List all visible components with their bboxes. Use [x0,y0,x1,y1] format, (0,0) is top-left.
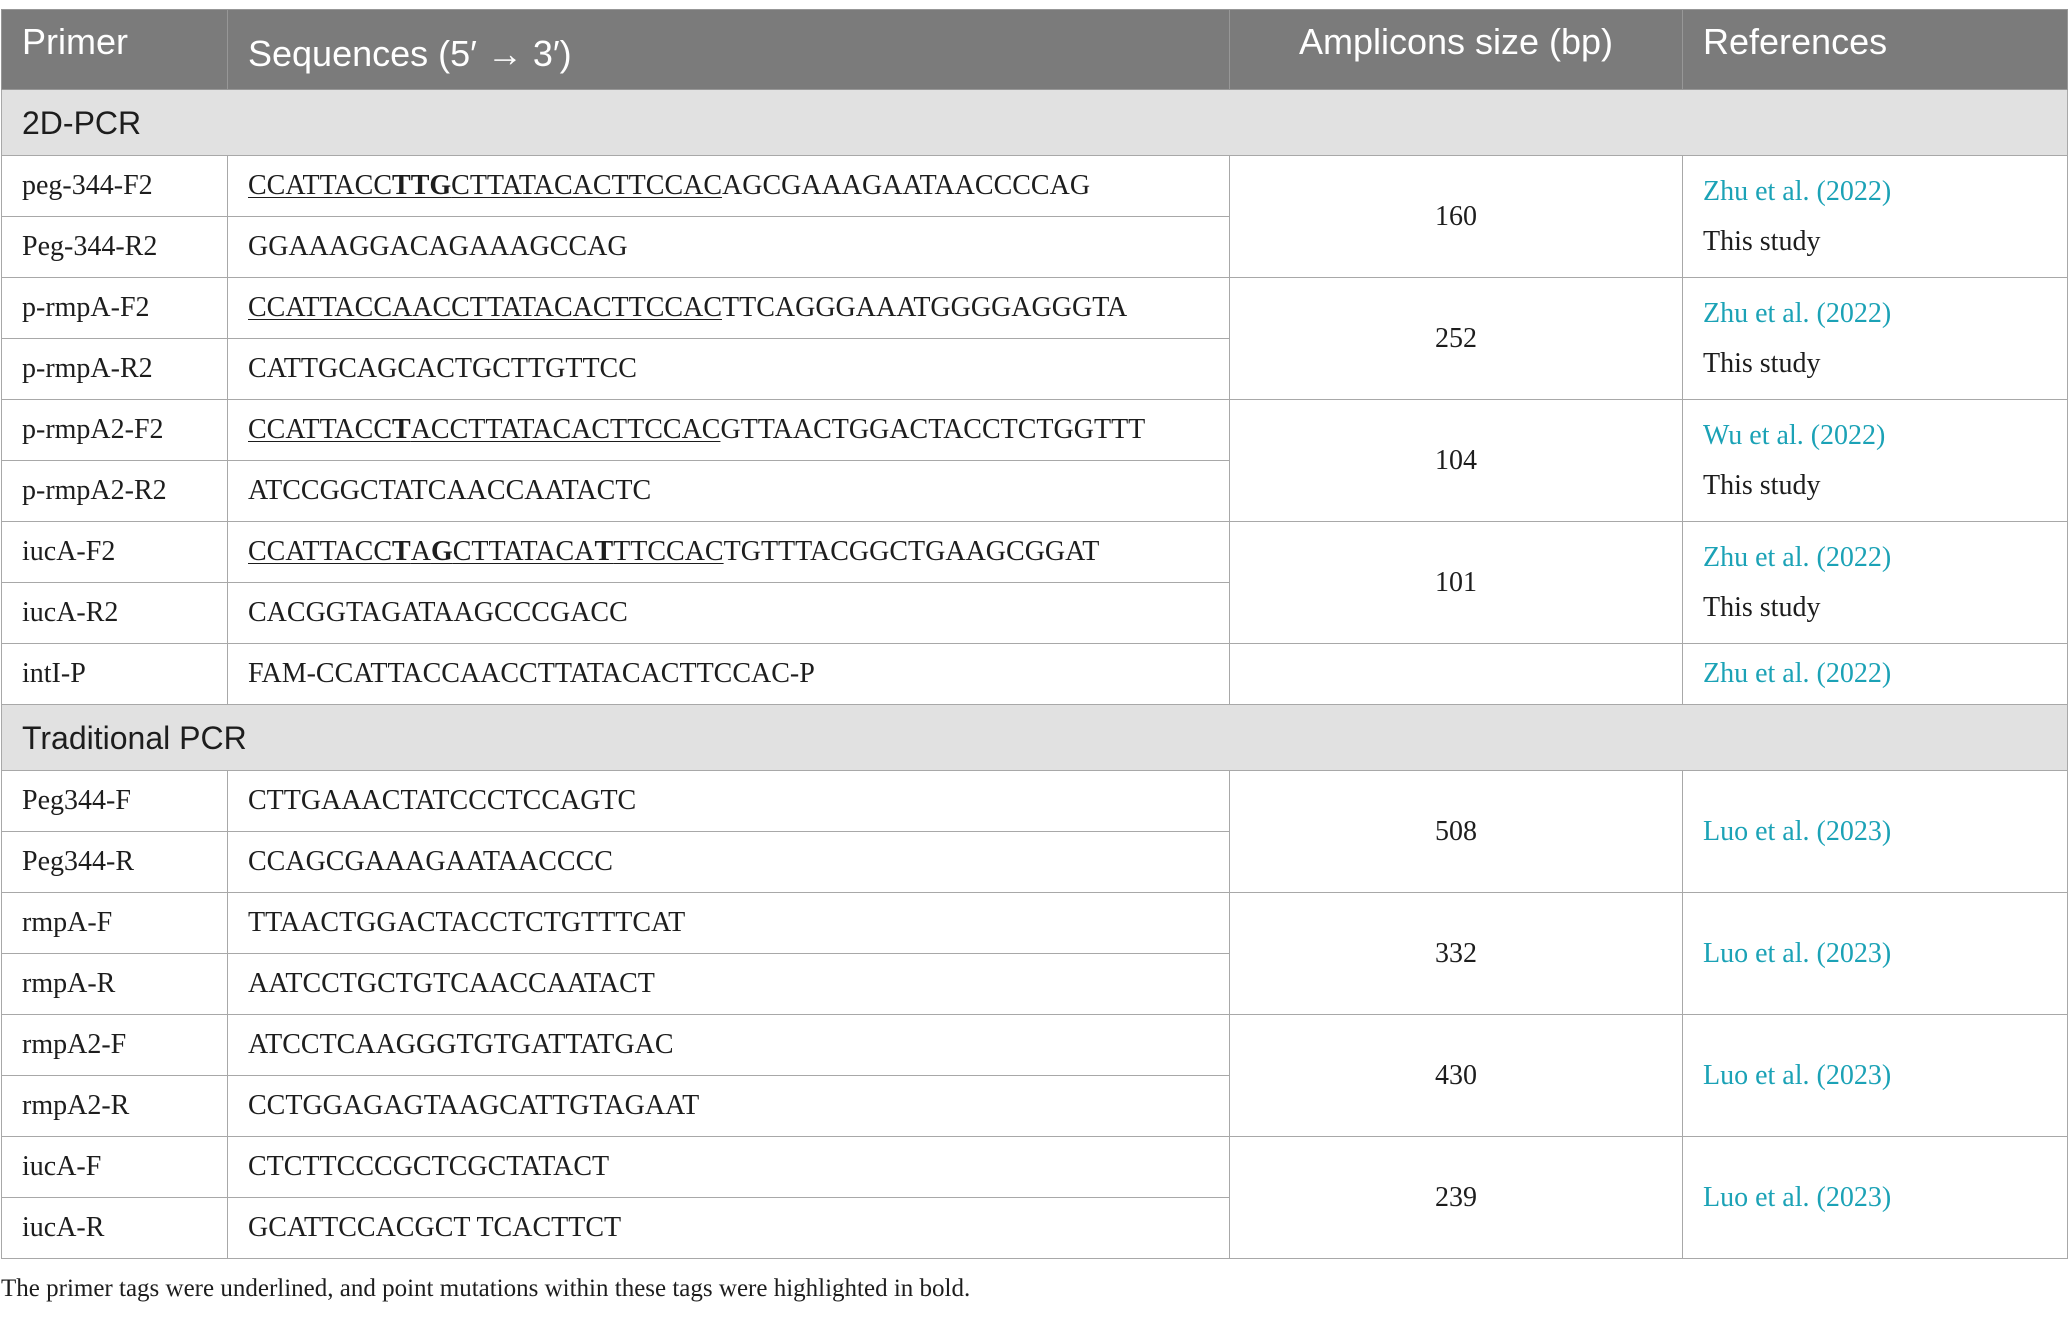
amplicon-size: 430 [1230,1015,1683,1137]
primer-row [2,771,2068,832]
sequence-tag: CTTATACACTTCCAC [451,170,723,201]
amplicon-size: 508 [1230,771,1683,893]
reference-link[interactable]: Wu et al. (2022) [1703,419,1886,451]
sequence-segment: CCTGGAGAGTAAGCATTGTAGAAT [248,1090,700,1121]
sequence-tag: CCATTACC [248,536,393,567]
references-cell [1683,400,2068,522]
sequence-tag: CCATTACCAACCTTATACACTTCCAC [248,292,722,323]
primer-name: rmpA2-F [2,1015,228,1076]
sequence-tag: CCATTACC [248,170,393,201]
table-footnote: The primer tags were underlined, and point mutations within these tags were highlighted in bold. [1,1275,971,1302]
primer-sequence [228,583,1230,644]
primer-name: Peg-344-R2 [2,217,228,278]
primer-sequence [228,771,1230,832]
primer-sequence [228,1076,1230,1137]
sequence-segment: AGCGAAAGAATAACCCCAG [722,170,1091,201]
reference-link[interactable]: Luo et al. (2023) [1703,815,1892,847]
primer-sequence [228,1015,1230,1076]
primer-name: Peg344-F [2,771,228,832]
sequence-segment: AATCCTGCTGTCAACCAATACT [248,968,655,999]
primer-sequence [228,156,1230,217]
tag-point-mutation: T [594,536,614,567]
amplicon-size [1230,644,1683,705]
sequence-segment: CTCTTCCCGCTCGCTATACT [248,1151,610,1182]
primer-sequence [228,644,1230,705]
sequence-segment: FAM-CCATTACCAACCTTATACACTTCCAC-P [248,658,815,689]
primer-name: rmpA2-R [2,1076,228,1137]
header-references: References [1683,10,2068,90]
sequence-tag: CCATTACC [248,414,393,445]
table-body [2,90,2068,1259]
references-cell [1683,771,2068,893]
table-header [2,10,2068,90]
sequence-segment: GGAAAGGACAGAAAGCCAG [248,231,628,262]
primer-row [2,893,2068,954]
primer-row [2,522,2068,583]
section-row [2,90,2068,156]
primer-row [2,278,2068,339]
reference-text: This study [1703,225,1821,257]
tag-point-mutation: T [392,536,411,567]
reference-link[interactable]: Zhu et al. (2022) [1703,175,1892,207]
references-cell [1683,156,2068,278]
sequence-tag: TTCCAC [613,536,724,567]
sequence-segment: CCAGCGAAAGAATAACCCC [248,846,613,877]
sequence-segment: TTAACTGGACTACCTCTGTTTCAT [248,907,686,938]
primer-sequence [228,1198,1230,1259]
reference-link[interactable]: Zhu et al. (2022) [1703,658,1892,689]
section-label: Traditional PCR [2,705,2068,771]
references-cell [1683,1137,2068,1259]
primer-sequence [228,400,1230,461]
primer-row [2,400,2068,461]
reference-link[interactable]: Luo et al. (2023) [1703,1059,1892,1091]
primer-row [2,1015,2068,1076]
primer-name: p-rmpA2-F2 [2,400,228,461]
amplicon-size: 252 [1230,278,1683,400]
header-primer: Primer [2,10,228,90]
primer-table [1,9,2068,1259]
amplicon-size: 101 [1230,522,1683,644]
header-sequences: Sequences (5′ → 3′) [228,10,1230,90]
primer-sequence [228,893,1230,954]
sequence-segment: GCATTCCACGCT TCACTTCT [248,1212,622,1243]
sequence-segment: CTTGAAACTATCCCTCCAGTC [248,785,637,816]
primer-name: intI-P [2,644,228,705]
reference-text: This study [1703,347,1821,379]
references-cell [1683,1015,2068,1137]
primer-name: p-rmpA2-R2 [2,461,228,522]
primer-name: Peg344-R [2,832,228,893]
amplicon-size: 160 [1230,156,1683,278]
tag-point-mutation: TTG [392,170,452,201]
sequence-segment: TTCAGGGAAATGGGGAGGGTA [722,292,1128,323]
reference-link[interactable]: Zhu et al. (2022) [1703,541,1892,573]
section-row [2,705,2068,771]
sequence-segment: GTTAACTGGACTACCTCTGGTTT [720,414,1146,445]
sequence-segment: TGTTTACGGCTGAAGCGGAT [723,536,1100,567]
amplicon-size: 104 [1230,400,1683,522]
primer-name: peg-344-F2 [2,156,228,217]
amplicon-size: 332 [1230,893,1683,1015]
section-label: 2D-PCR [2,90,2068,156]
primer-row [2,156,2068,217]
primer-name: iucA-R [2,1198,228,1259]
amplicon-size: 239 [1230,1137,1683,1259]
tag-point-mutation: T [392,414,411,445]
reference-link[interactable]: Luo et al. (2023) [1703,937,1892,969]
primer-name: iucA-F [2,1137,228,1198]
tag-point-mutation: G [430,536,453,567]
references-cell [1683,893,2068,1015]
header-amplicons-size: Amplicons size (bp) [1230,10,1683,90]
primer-sequence [228,954,1230,1015]
primer-sequence [228,522,1230,583]
primer-name: rmpA-R [2,954,228,1015]
primer-name: iucA-R2 [2,583,228,644]
primer-name: p-rmpA-F2 [2,278,228,339]
sequence-segment: CATTGCAGCACTGCTTGTTCC [248,353,637,384]
sequence-segment: CACGGTAGATAAGCCCGACC [248,597,628,628]
primer-row [2,644,2068,705]
sequence-tag: CTTATACA [452,536,595,567]
references-cell [1683,278,2068,400]
reference-link[interactable]: Zhu et al. (2022) [1703,297,1892,329]
reference-text: This study [1703,591,1821,623]
references-cell [1683,522,2068,644]
primer-sequence [228,461,1230,522]
primer-name: rmpA-F [2,893,228,954]
primer-sequence [228,339,1230,400]
primer-sequence [228,832,1230,893]
sequence-segment: ATCCGGCTATCAACCAATACTC [248,475,652,506]
primer-name: iucA-F2 [2,522,228,583]
primer-name: p-rmpA-R2 [2,339,228,400]
references-cell [1683,644,2068,705]
header-row [2,10,2068,90]
primer-sequence [228,1137,1230,1198]
sequence-tag: ACCTTATACACTTCCAC [410,414,721,445]
sequence-segment: ATCCTCAAGGGTGTGATTATGAC [248,1029,674,1060]
sequence-tag: A [410,536,431,567]
primer-row [2,1137,2068,1198]
primer-sequence [228,278,1230,339]
primer-sequence [228,217,1230,278]
reference-text: This study [1703,469,1821,501]
reference-link[interactable]: Luo et al. (2023) [1703,1181,1892,1213]
